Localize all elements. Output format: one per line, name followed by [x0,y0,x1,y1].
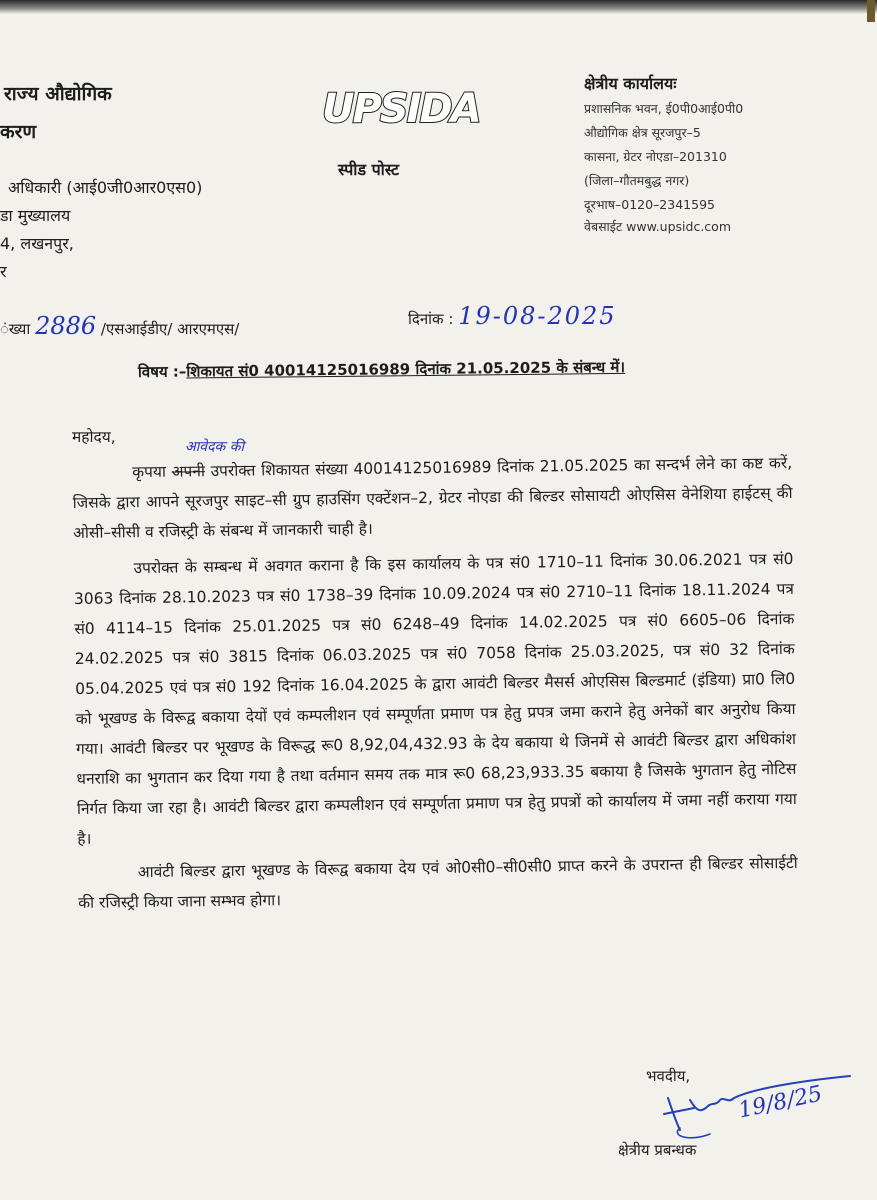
paragraph-3: आवंटी बिल्डर द्वारा भूखण्ड के विरूद्व बकाया देय एवं ओ0सी0–सी0सी0 प्राप्त करने के उपरान्त ही बिल्डर सोसाईटी की रजिस्ट्री किया जाना सम्भव होगा। [78,853,798,912]
date-handwritten: 19-08-2025 [458,302,617,330]
scan-top-edge [0,0,877,14]
office-line: प्रशासनिक भवन, ई0पी0आई0पी0 [584,101,744,116]
designation: क्षेत्रीय प्रबन्धक [618,1141,697,1159]
signature-date-handwritten: 19/8/25 [736,1081,825,1124]
upsida-logo [322,86,480,136]
subject-text: शिकायत सं0 40014125016989 दिनांक 21.05.2025 के संबन्ध में। [186,357,626,381]
letter-body [72,448,798,918]
org-name-line1: राज्य औद्योगिक [4,83,112,105]
p1-rest: उपरोक्त शिकायत संख्या 40014125016989 दिनांक 21.05.2025 का सन्दर्भ लेने का कष्ट करें, जिसके द्वारा आपने सूरजपुर साइट–सी ग्रुप हाउसिंग एक्टेंशन–2, ग्रेटर नोएडा की बिल्डर सोसायटी ओएसिस वेनेशिया हाईटस् की ओसी–सीसी व रजिस्ट्री के संबन्ध में जानकारी चाही है। [72,453,793,542]
office-line: औद्योगिक क्षेत्र सूरजपुर–5 [584,125,701,140]
closing: भवदीय, [646,1067,691,1085]
reference-suffix: /एसआईडीए/ आरएमएस/ [100,320,240,338]
subject-label: विषय :– [137,362,187,381]
recipient-line2: डा मुख्यालय [0,206,71,225]
struck-word: अपनी [171,462,206,481]
office-line: दूरभाष–0120–2341595 [584,197,715,212]
reference-line [0,312,239,340]
scan-edge-mark [867,0,875,22]
office-website: वेबसाईट www.upsidc.com [584,219,732,234]
salutation: महोदय, [72,428,116,446]
paragraph-2: उपरोक्त के सम्बन्ध में अवगत कराना है कि इस कार्यालय के पत्र सं0 1710–11 दिनांक 30.06.2021 पत्र सं0 3063 दिनांक 28.10.2023 पत्र सं0 1738–39 दिनांक 10.09.2024 पत्र सं0 2710–11 दिनांक 18.11.2024 पत्र सं0 4114–15 दिनांक 25.01.2025 पत्र सं0 6248–49 दिनांक 14.02.2025 पत्र सं0 6605–06 दिनांक 24.02.2025 पत्र सं0 3815 दिनांक 06.03.2025 पत्र सं0 7058 दिनांक 25.03.2025, पत्र सं0 32 दिनांक 05.04.2025 एवं पत्र सं0 192 दिनांक 16.04.2025 के द्वारा आवंटी बिल्डर मैसर्स ओएसिस बिल्डमार्ट (इंडिया) प्रा0 लि0 को भूखण्ड के विरूद्व बकाया देयों एवं कम्पलीशन एवं सम्पूर्णता प्रमाण पत्र हेतु प्रपत्र जमा कराने हेतु अनेकों बार अनुरोध किया गया। आवंटी बिल्डर पर भूखण्ड के विरूद्ध रू0 8,92,04,432.93 के देय बकाया थे जिनमें से आवंटी बिल्डर द्वारा अधिकांश धनराशि का भुगतान कर दिया गया है तथा वर्तमान समय तक मात्र रू0 68,23,933.35 बकाया है जिसके भुगतान हेतु नोटिस निर्गत किया जा रहा है। आवंटी बिल्डर द्वारा कम्पलीशन एवं सम्पूर्णता प्रमाण पत्र हेतु प्रपत्रों को कार्यालय में जमा नहीं कराया गया है। [73,549,797,848]
date-line [408,302,617,330]
logo-text: UPSIDA [322,86,480,132]
p1-start: कृपया [132,462,167,482]
recipient-line1: अधिकारी (आई0जी0आर0एस0) [8,178,203,197]
office-line: (जिला–गौतमबुद्ध नगर) [584,173,690,188]
office-title: क्षेत्रीय कार्यालयः [584,74,677,93]
paragraph-1 [72,448,793,548]
date-label: दिनांक : [408,310,454,328]
recipient-line3: 4, लखनपुर, [0,234,74,253]
office-line: कासना, ग्रेटर नोएडा–201310 [584,149,727,164]
reference-number-handwritten: 2886 [35,312,97,340]
dispatch-mode: स्पीड पोस्ट [338,160,400,179]
subject-line [138,357,625,382]
handwritten-insertion: आवेदक की [185,439,245,455]
reference-prefix: ंख्या [0,320,31,338]
org-name-line2: करण [0,121,37,143]
recipient-line4: र [0,262,7,281]
